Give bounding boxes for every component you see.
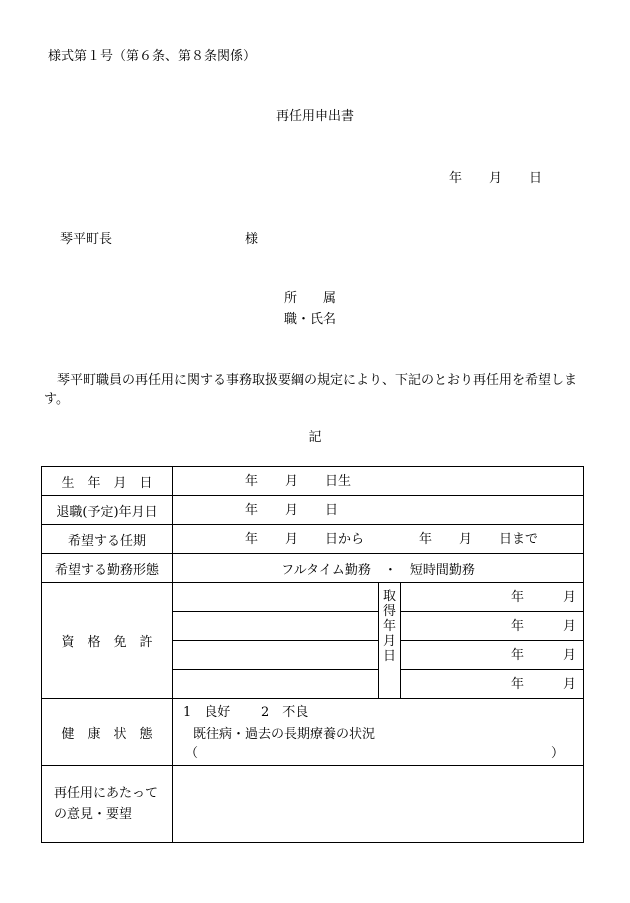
license-year-unit: 年 <box>511 590 525 605</box>
license-name-field[interactable] <box>173 670 379 699</box>
date-day-label: 日 <box>529 171 543 186</box>
opinion-label-line1: 再任用にあたって <box>54 786 159 801</box>
work-label: 希望する勤務形態 <box>42 554 173 583</box>
term-end-year-unit: 年 <box>419 532 433 547</box>
name-label: 職・氏名 <box>284 312 337 327</box>
acq-char: 日 <box>382 649 396 664</box>
license-date-field[interactable] <box>401 641 584 670</box>
birth-label: 生 年 月 日 <box>42 467 173 496</box>
health-label: 健 康 状 態 <box>42 699 173 766</box>
opinion-row <box>42 766 584 843</box>
work-options[interactable]: フルタイム勤務 ・ 短時間勤務 <box>173 554 584 583</box>
affiliation-label: 所 属 <box>284 291 337 306</box>
term-row <box>42 525 584 554</box>
license-year-unit: 年 <box>511 619 525 634</box>
form-reference: 様式第１号（第６条、第８条関係） <box>48 49 257 64</box>
birth-row <box>42 467 584 496</box>
license-name-field[interactable] <box>173 612 379 641</box>
opinion-label <box>42 766 173 843</box>
document-title: 再任用申出書 <box>275 109 354 124</box>
term-end-day-unit: 日まで <box>499 532 539 547</box>
application-table <box>41 466 584 843</box>
acq-char: 取 <box>382 589 396 604</box>
birth-date-field[interactable] <box>173 467 584 496</box>
term-label: 希望する任期 <box>42 525 173 554</box>
license-label: 資 格 免 許 <box>42 583 173 699</box>
medical-history-label: 既往病・過去の長期療養の状況 <box>193 727 376 742</box>
term-end-month-unit: 月 <box>459 532 473 547</box>
retire-row <box>42 496 584 525</box>
acq-char: 年 <box>382 619 396 634</box>
opinion-field[interactable] <box>173 766 584 843</box>
license-name-field[interactable] <box>173 583 379 612</box>
license-month-unit: 月 <box>563 590 577 605</box>
license-date-field[interactable] <box>401 670 584 699</box>
license-year-unit: 年 <box>511 648 525 663</box>
license-row <box>42 583 584 612</box>
paren-close: ） <box>551 746 565 761</box>
request-text: 琴平町職員の再任用に関する事務取扱要綱の規定により、下記のとおり再任用を希望します。 <box>44 373 578 407</box>
honorific: 様 <box>245 232 259 247</box>
retire-month-unit: 月 <box>285 503 299 518</box>
opinion-label-line2: の意見・要望 <box>54 807 133 822</box>
license-month-unit: 月 <box>563 619 577 634</box>
acq-char: 月 <box>382 634 396 649</box>
retire-label: 退職(予定)年月日 <box>42 496 173 525</box>
retire-date-field[interactable] <box>173 496 584 525</box>
term-start-day-unit: 日から <box>325 532 365 547</box>
retire-day-unit: 日 <box>325 503 339 518</box>
acq-char: 得 <box>382 604 396 619</box>
license-month-unit: 月 <box>563 677 577 692</box>
license-name-field[interactable] <box>173 641 379 670</box>
health-good-option[interactable]: 1 良好 <box>183 705 231 720</box>
health-field[interactable] <box>173 699 584 766</box>
term-start-month-unit: 月 <box>285 532 299 547</box>
health-poor-option[interactable]: 2 不良 <box>261 705 309 720</box>
birth-year-unit: 年 <box>245 474 259 489</box>
date-year-label: 年 <box>449 171 463 186</box>
date-month-label: 月 <box>489 171 503 186</box>
birth-month-unit: 月 <box>285 474 299 489</box>
work-row <box>42 554 584 583</box>
ki-heading: 記 <box>308 430 322 445</box>
health-row <box>42 699 584 766</box>
acquisition-date-label <box>379 583 401 699</box>
retire-year-unit: 年 <box>245 503 259 518</box>
license-month-unit: 月 <box>563 648 577 663</box>
birth-day-unit: 日生 <box>325 474 352 489</box>
paren-open: （ <box>185 746 199 761</box>
term-start-year-unit: 年 <box>245 532 259 547</box>
addressee: 琴平町長 <box>60 232 113 247</box>
license-year-unit: 年 <box>511 677 525 692</box>
license-date-field[interactable] <box>401 612 584 641</box>
term-field[interactable] <box>173 525 584 554</box>
license-date-field[interactable] <box>401 583 584 612</box>
